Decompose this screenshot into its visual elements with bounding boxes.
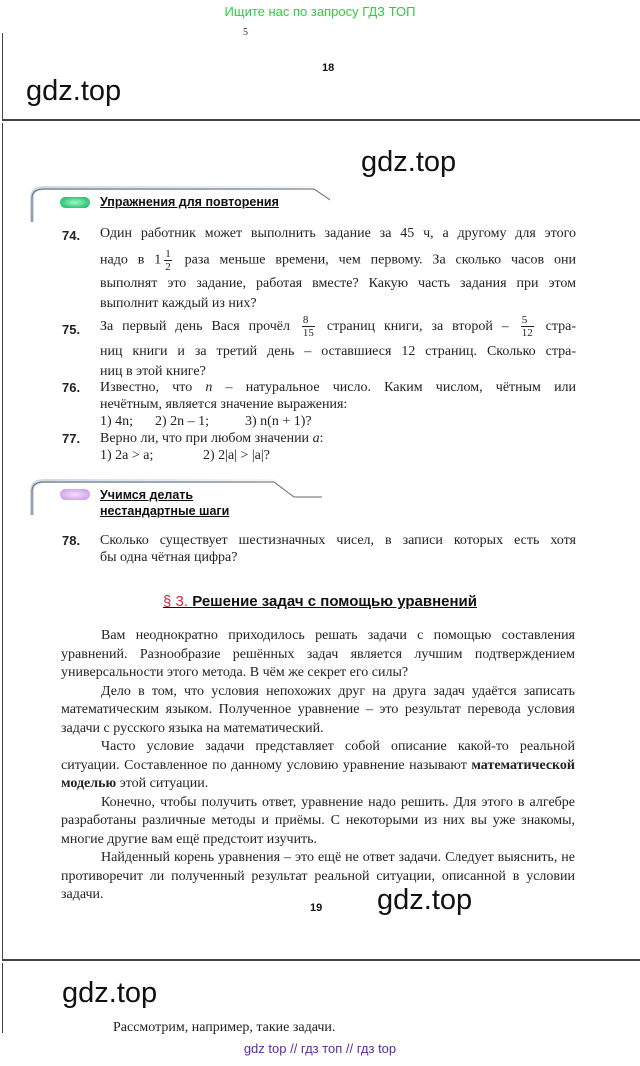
bold-term: математической моделью bbox=[61, 757, 575, 791]
watermark-top: gdz.top bbox=[361, 146, 457, 178]
section-header-repeat bbox=[30, 186, 320, 216]
body-paragraph: Конечно, чтобы получить ответ, уравнение надо решить. Для этого в алгебре разработаны различные методы и приёмы. С некоторыми из них вы уже знакомы, многие другие вам ещё предстоит изучить. bbox=[61, 794, 575, 847]
exercise-number: 77. bbox=[62, 431, 81, 446]
section-title: Упражнения для повторения bbox=[100, 195, 279, 209]
exercise-line: Известно, что n – натуральное число. Каким числом, чётным или bbox=[100, 380, 577, 395]
section-title-line1: Учимся делать bbox=[100, 488, 194, 502]
exercise-line: Один работник может выполнить задание за 45 ч, а другому для этого bbox=[100, 226, 576, 241]
watermark-bottom: gdz.top bbox=[377, 884, 473, 916]
purple-pill-icon bbox=[60, 489, 90, 500]
exercise-number: 76. bbox=[62, 380, 81, 395]
exercise-76 bbox=[62, 379, 576, 430]
fraction: $\frac{1}{2}$ bbox=[165, 248, 171, 273]
body-paragraph: Вам неоднократно приходилось решать задачи с помощью составления уравнений. Разнообразие решённых задач является лучшим подтверждением универсальности этого метода. В чём же секрет его силы? bbox=[61, 628, 575, 680]
watermark: gdz.top bbox=[62, 977, 158, 1009]
bottom-banner[interactable]: gdz top // гдз топ // гдз top bbox=[243, 1041, 397, 1056]
exercise-77 bbox=[62, 430, 576, 464]
page-fragment-bottom bbox=[2, 963, 640, 1033]
top-banner[interactable]: Ищите нас по запросу ГДЗ ТОП bbox=[224, 4, 416, 19]
exercise-line: выполнит каждый из них? bbox=[100, 296, 257, 311]
page-fragment-top bbox=[2, 27, 640, 121]
exercise-number: 74. bbox=[62, 228, 81, 243]
section-header-nonstandard bbox=[30, 479, 320, 518]
stray-mark: 5 bbox=[243, 27, 248, 38]
green-pill-icon bbox=[60, 197, 90, 208]
exercise-line: бы одна чётная цифра? bbox=[100, 550, 238, 565]
section-title-line2: нестандартные шаги bbox=[100, 504, 230, 518]
exercise-options: 1) 4n; 2) 2n – 1; 3) n(n + 1)? bbox=[100, 414, 312, 429]
exercise-line: За первый день Вася прочёл $\frac{8}{15}$ страниц книги, за второй – $\frac{5}{12}$ стра- bbox=[100, 314, 577, 340]
paragraph-title: Решение задач с помощью уравнений bbox=[192, 593, 477, 610]
exercise-number: 78. bbox=[62, 533, 81, 548]
exercise-options: 1) 2a > a; 2) 2|a| > |a|? bbox=[100, 448, 270, 463]
exercise-number: 75. bbox=[62, 322, 81, 337]
exercise-line: ниц книги и за третий день – оставшиеся 12 страниц. Сколько стра- bbox=[100, 344, 576, 359]
body-paragraph: Найденный корень уравнения – это ещё не ответ задачи. Следует выяснить, не противоречит ли полученный результат реальной ситуации, описанной в условии задачи. bbox=[61, 850, 575, 902]
exercise-75 bbox=[62, 313, 576, 380]
body-paragraph: Часто условие задачи представляет собой описание какой-то реальной ситуации. Составленное по данному условию уравнение называют математической моделью этой ситуации. bbox=[61, 739, 575, 791]
exercise-line: ниц в этой книге? bbox=[100, 364, 206, 379]
body-text bbox=[61, 627, 575, 905]
exercise-78 bbox=[62, 532, 576, 566]
body-line: Рассмотрим, например, такие задачи. bbox=[113, 1020, 336, 1035]
fraction: $\frac{5}{12}$ bbox=[521, 314, 533, 340]
exercise-line: Сколько существует шестизначных чисел, в записи которых есть хотя bbox=[100, 533, 576, 548]
paragraph-symbol: § 3. bbox=[162, 593, 189, 610]
exercise-line: нечётным, является значение выражения: bbox=[100, 397, 348, 412]
exercise-74 bbox=[62, 223, 576, 312]
page-number: 18 bbox=[322, 62, 335, 74]
body-paragraph: Дело в том, что условия непохожих друг на друга задач удаётся записать математическим языком. Полученное уравнение – это результат перевода условия задачи с русского языка на математический. bbox=[61, 683, 575, 736]
fraction: $\frac{8}{15}$ bbox=[302, 314, 314, 340]
watermark: gdz.top bbox=[26, 75, 122, 107]
page-number: 19 bbox=[310, 902, 323, 914]
paragraph-heading bbox=[0, 593, 640, 610]
exercise-line: выполнят это задание, работая вместе? Какую часть задания при этом bbox=[100, 276, 576, 291]
exercise-line: надо в 1 $\frac{1}{2}$ раза меньше времени, чем первому. За сколько часов они bbox=[100, 248, 576, 273]
exercise-line: Верно ли, что при любом значении a: bbox=[100, 431, 324, 446]
